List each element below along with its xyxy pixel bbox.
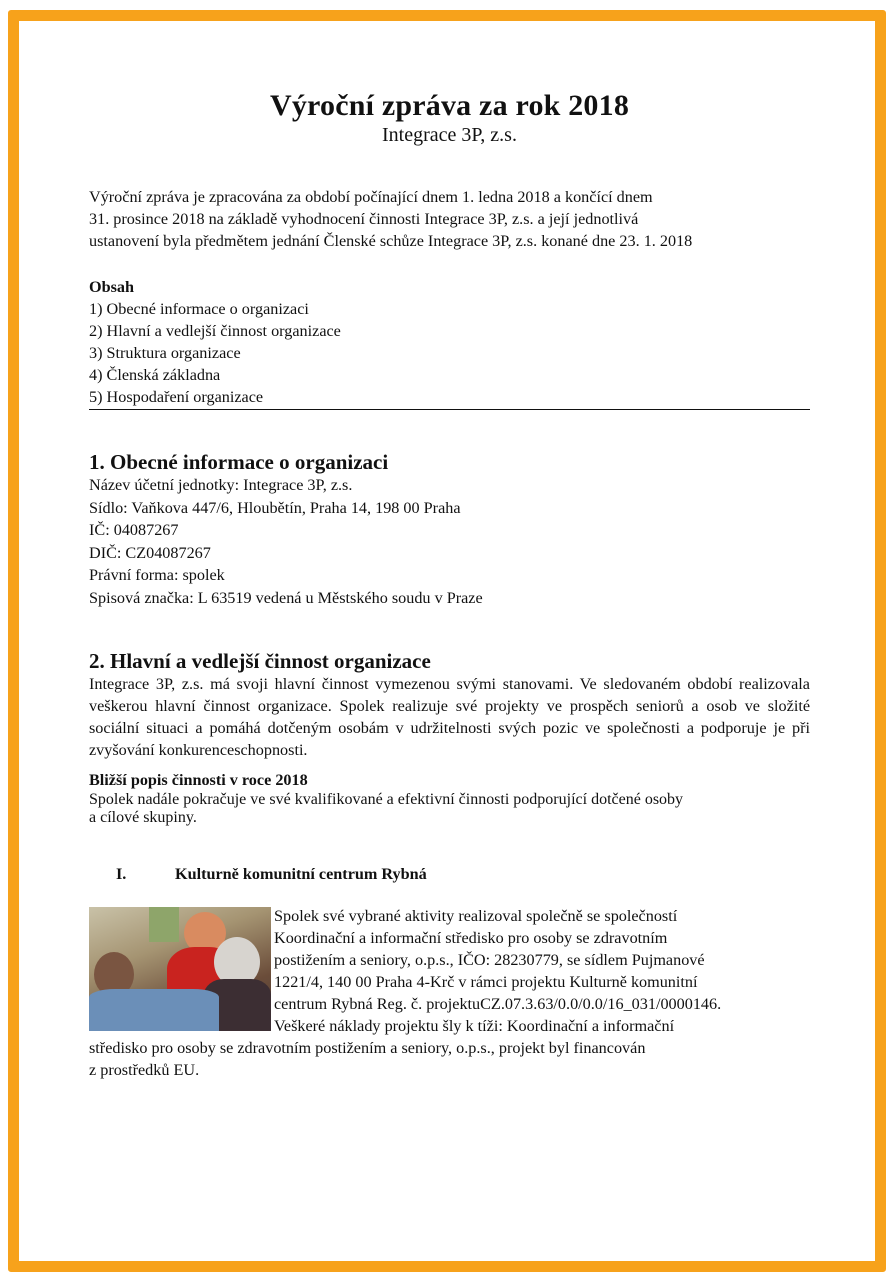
activity-description xyxy=(89,769,810,827)
activity-line: a cílové skupiny. xyxy=(89,809,197,826)
toc-item: 3) Struktura organizace xyxy=(89,344,241,362)
section-general-info xyxy=(89,450,810,609)
project-item-title: Kulturně komunitní centrum Rybná xyxy=(175,865,427,883)
activity-line: Spolek nadále pokračuje ve své kvalifikované a efektivní činnosti podporující dotčené osoby xyxy=(89,791,684,808)
project-line: Koordinační a informační středisko pro osoby se zdravotním xyxy=(274,929,668,947)
info-line: Spisová značka: L 63519 vedená u Městského soudu v Praze xyxy=(89,588,483,607)
section2-paragraph: Integrace 3P, z.s. má svoji hlavní činnost vymezenou svými stanovami. Ve sledovaném období realizovala veškerou hlavní činnost organizace. Spolek realizuje své projekty ve prospěch seniorů a osob ve složité sociální situaci a pomáhá dotčeným osobám v udržitelnosti svých pozic ve společnosti a podporuje je při zvyšování konkurenceschopnosti. xyxy=(89,675,810,759)
toc-heading: Obsah xyxy=(89,278,134,296)
info-line: IČ: 04087267 xyxy=(89,521,179,539)
info-line: DIČ: CZ04087267 xyxy=(89,543,211,562)
toc-item: 2) Hlavní a vedlejší činnost organizace xyxy=(89,322,341,340)
project-line: 1221/4, 140 00 Praha 4-Krč v rámci projektu Kulturně komunitní xyxy=(274,973,698,991)
project-line: postižením a seniory, o.p.s., IČO: 28230779, se sídlem Pujmanové xyxy=(274,951,705,969)
section-activities xyxy=(89,649,810,1081)
table-of-contents xyxy=(89,276,810,410)
project-line: Spolek své vybrané aktivity realizoval společně se společností xyxy=(274,907,678,925)
document-content xyxy=(89,88,810,1081)
project-line: Veškeré náklady projektu šly k tíži: Koordinační a informační xyxy=(274,1017,675,1035)
toc-item: 4) Členská základna xyxy=(89,366,221,384)
section1-heading: 1. Obecné informace o organizaci xyxy=(89,450,389,474)
community-center-photo xyxy=(89,907,271,1031)
info-line: Právní forma: spolek xyxy=(89,566,225,584)
project-item-number: I. xyxy=(116,865,127,883)
toc-item: 1) Obecné informace o organizaci xyxy=(89,300,309,318)
project-line: středisko pro osoby se zdravotním postižením a seniory, o.p.s., projekt byl financován xyxy=(89,1039,646,1057)
document-title: Výroční zpráva za rok 2018 xyxy=(269,89,630,122)
toc-item: 5) Hospodaření organizace xyxy=(89,388,264,406)
intro-line: Výroční zpráva je zpracována za období počínající dnem 1. ledna 2018 a končící dnem xyxy=(89,188,653,206)
activity-subheading: Bližší popis činnosti v roce 2018 xyxy=(89,771,308,789)
section2-heading: 2. Hlavní a vedlejší činnost organizace xyxy=(89,649,431,673)
info-line: Sídlo: Vaňkova 447/6, Hloubětín, Praha 14, 198 00 Praha xyxy=(89,498,461,517)
intro-line: ustanovení byla předmětem jednání Členské schůze Integrace 3P, z.s. konané dne 23. 1. 2018 xyxy=(89,232,693,250)
intro-paragraph xyxy=(89,186,810,252)
project-item-heading xyxy=(89,863,810,885)
project-line: z prostředků EU. xyxy=(89,1061,200,1079)
document-subtitle: Integrace 3P, z.s. xyxy=(382,124,517,146)
info-line: Název účetní jednotky: Integrace 3P, z.s. xyxy=(89,476,353,494)
intro-line: 31. prosince 2018 na základě vyhodnocení činnosti Integrace 3P, z.s. a její jednotlivá xyxy=(89,210,639,228)
project-line: centrum Rybná Reg. č. projektuCZ.07.3.63/0.0/0.0/16_031/0000146. xyxy=(274,995,722,1013)
project-description xyxy=(89,905,810,1081)
